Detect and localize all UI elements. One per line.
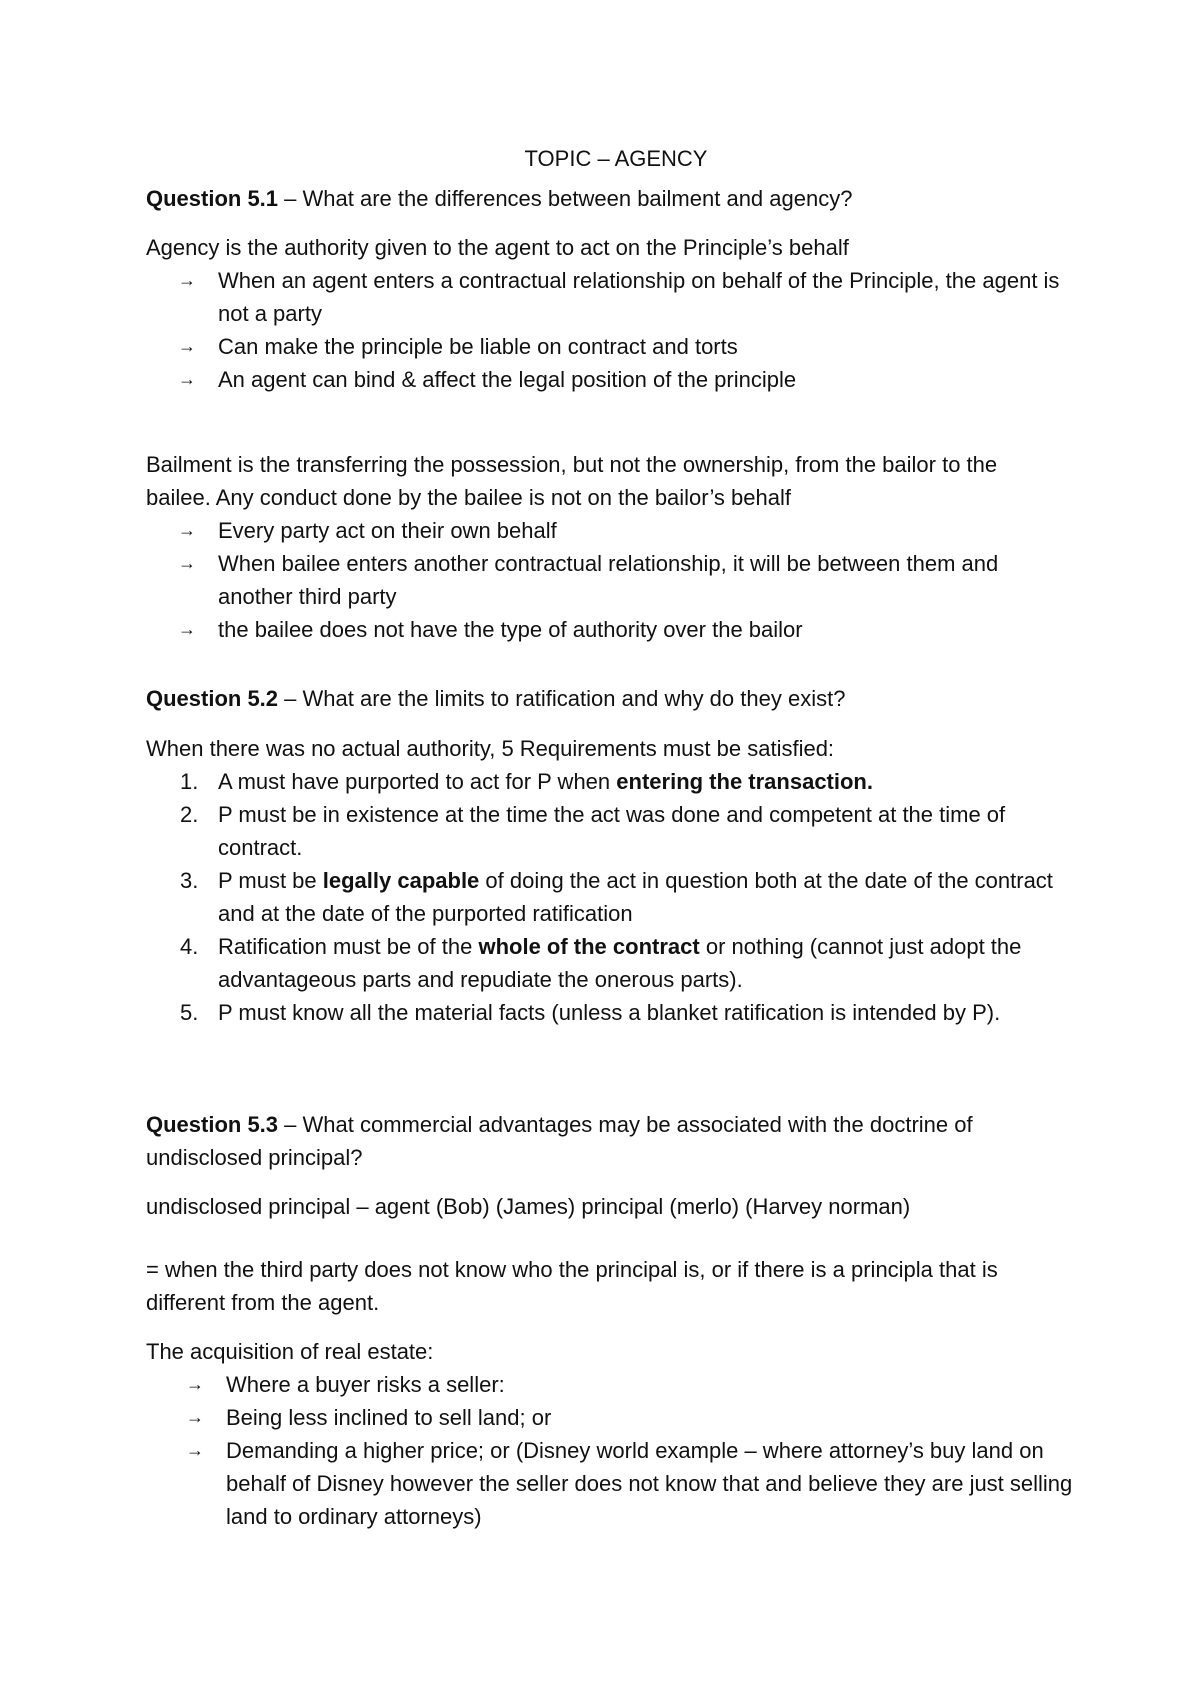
bailment-intro: Bailment is the transferring the possession, but not the ownership, from the bailor to the bailee. Any conduct done by the bailee is not on the bailor’s behalf bbox=[146, 452, 998, 510]
arrow-icon: → bbox=[178, 553, 196, 573]
document-page bbox=[146, 0, 1086, 1698]
list-item: → An agent can bind & affect the legal position of the principle bbox=[146, 363, 1076, 396]
arrow-icon: → bbox=[178, 270, 196, 290]
arrow-icon: → bbox=[186, 1374, 204, 1394]
arrow-icon: → bbox=[186, 1440, 204, 1460]
question-label: Question 5.1 bbox=[146, 186, 279, 211]
list-item: 2. P must be in existence at the time the act was done and competent at the time of contract. bbox=[180, 802, 1006, 860]
list-item: 5. P must know all the material facts (unless a blanket ratification is intended by P). bbox=[180, 1000, 1001, 1025]
ratification-requirements bbox=[146, 765, 1076, 1029]
question-text: – What are the differences between bailment and agency? bbox=[278, 186, 853, 211]
real-estate-points bbox=[154, 1368, 1076, 1533]
question-5-2-heading bbox=[146, 682, 1076, 715]
list-item: → Where a buyer risks a seller: bbox=[154, 1368, 1076, 1401]
arrow-icon: → bbox=[178, 520, 196, 540]
list-item: → Can make the principle be liable on contract and torts bbox=[146, 330, 1076, 363]
question-5-3-heading bbox=[146, 1108, 1076, 1174]
ratification-intro: When there was no actual authority, 5 Requirements must be satisfied: bbox=[146, 736, 835, 761]
list-item: → Every party act on their own behalf bbox=[146, 514, 1076, 547]
arrow-icon: → bbox=[178, 619, 196, 639]
question-label: Question 5.3 bbox=[146, 1112, 279, 1137]
page-title: TOPIC – AGENCY bbox=[524, 146, 708, 171]
list-item: 4. Ratification must be of the whole of the contract or nothing (cannot just adopt the advantageous parts and repudiate the onerous parts). bbox=[180, 934, 1022, 992]
undisclosed-principal-definition: = when the third party does not know who the principal is, or if there is a principla that is different from the agent. bbox=[146, 1257, 998, 1315]
list-item: → the bailee does not have the type of authority over the bailor bbox=[146, 613, 1076, 646]
agency-points bbox=[146, 264, 1076, 396]
undisclosed-principal-line: undisclosed principal – agent (Bob) (James) principal (merlo) (Harvey norman) bbox=[146, 1194, 911, 1219]
arrow-icon: → bbox=[186, 1407, 204, 1427]
arrow-icon: → bbox=[178, 369, 196, 389]
list-item: → When bailee enters another contractual relationship, it will be between them and another third party bbox=[146, 547, 1076, 613]
list-item: 1. A must have purported to act for P when entering the transaction. bbox=[180, 769, 873, 794]
arrow-icon: → bbox=[178, 336, 196, 356]
list-item: 3. P must be legally capable of doing the act in question both at the date of the contract and at the date of the purported ratification bbox=[180, 868, 1053, 926]
question-text: – What commercial advantages may be associated with the doctrine of undisclosed principal? bbox=[146, 1112, 973, 1170]
agency-intro: Agency is the authority given to the agent to act on the Principle’s behalf bbox=[146, 235, 849, 260]
bailment-points bbox=[146, 514, 1076, 646]
real-estate-intro: The acquisition of real estate: bbox=[146, 1339, 434, 1364]
question-5-1-heading bbox=[146, 182, 1076, 215]
list-item: → Being less inclined to sell land; or bbox=[154, 1401, 1076, 1434]
list-item: → Demanding a higher price; or (Disney world example – where attorney’s buy land on behalf of Disney however the seller does not know that and believe they are just selling land to ordinary attorneys) bbox=[154, 1434, 1076, 1533]
question-label: Question 5.2 bbox=[146, 686, 279, 711]
list-item: → When an agent enters a contractual relationship on behalf of the Principle, the agent is not a party bbox=[146, 264, 1076, 330]
question-text: – What are the limits to ratification and why do they exist? bbox=[278, 686, 846, 711]
